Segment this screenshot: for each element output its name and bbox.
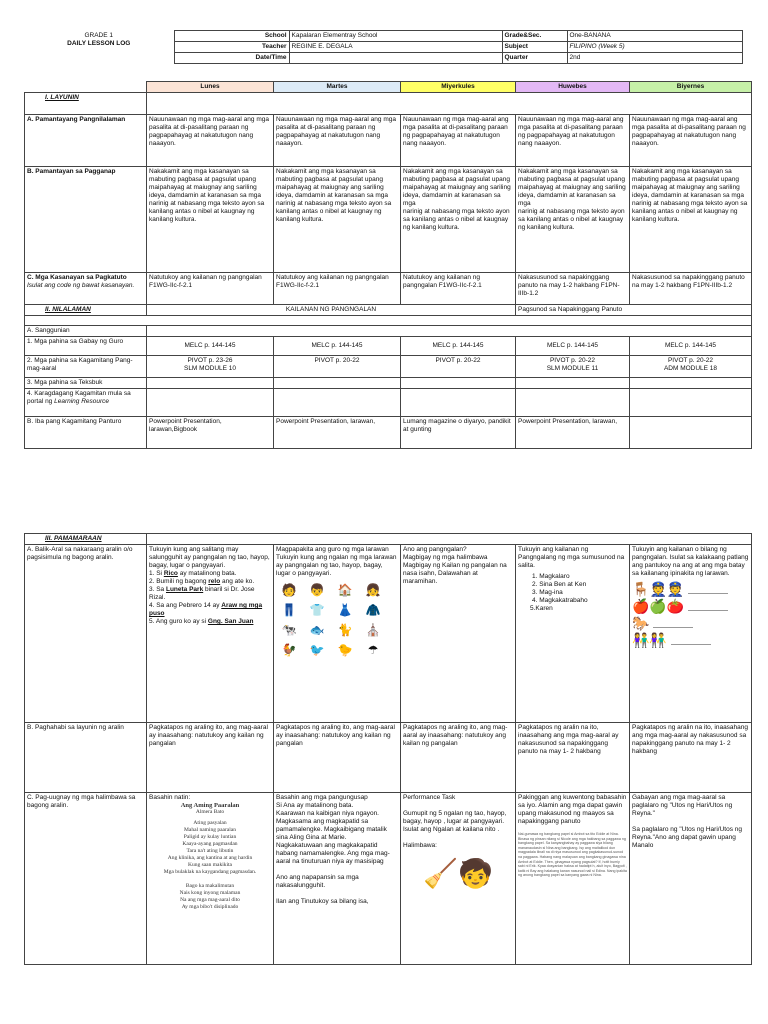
layunin-a-miyerkules: Nauunawaan ng mga mag-aaral ang mga pasalita at di-pasalitang paraan ng pagpapahayag at nakatutugon nang naaayon.: [401, 115, 516, 167]
children-image: 👮👮: [649, 581, 685, 597]
subject-label: Subject: [502, 42, 567, 53]
iba-lunes: Powerpoint Presentation, larawan,Bigbook: [147, 417, 274, 449]
paghahabi-lunes: Pagkatapos ng araling ito, ang mag-aaral ay inaasahang: natutukoy ang kailan ng pangalan: [147, 723, 274, 793]
gabay-label: 1. Mga pahina sa Gabay ng Guro: [25, 337, 147, 356]
kasanayan-label: C. Mga Kasanayan sa Pagkatuto: [27, 274, 127, 281]
person-image: 🧑: [281, 583, 297, 597]
pag-uugnay-martes: Basahin ang mga pangungusap Si Ana ay matalinong bata. Kaarawan na kaibigan niya ngayon. Magkasama ang magkapatid sa pamamalengke. Magkaibigang matalik sina Aling Gina at Marie. Nagkakatuwaan ang magkakapatid habang namamalengke. Ang mga mag-aaral na tinuturuan niya ay masisipag Ano ang napapansin sa mga nakasalungguhit. Ilan ang Tinutukoy sa bilang isa,: [274, 793, 401, 965]
section-layunin: I. LAYUNIN: [25, 93, 147, 115]
teacher-label: Teacher: [174, 42, 289, 53]
day-header-biyernes: Biyernes: [630, 82, 752, 93]
gabay-lunes: MELC p. 144-145: [147, 337, 274, 356]
lesson-table-1: [24, 81, 752, 449]
huwebes-list: [518, 573, 627, 605]
layunin-c-miyerkules: Natutukoy ang kailanan ng pangngalan F1WG-IIc-f-2.1: [401, 273, 516, 305]
list-item: [632, 598, 749, 615]
school-label: School: [174, 31, 289, 42]
day-header-miyerkules: Miyerkules: [401, 82, 516, 93]
horse-image: 🐎: [632, 615, 650, 631]
paghahabi-huwebes: Pagkatapos ng aralin na ito, inaasahang ang mga mag-aaral ay nakasusunod sa napakinggang panuto na may 1- 2 hakbang: [516, 723, 630, 793]
grade-sec-value: One-BANANA: [567, 31, 742, 42]
balik-aral-biyernes-text: Tukuyin ang kailanan o bilang ng pangngalan. Isulat sa kalakaang patlang ang pantukoy na ang at ang mga batay sa kailanang ipinakita ng larawan.: [632, 546, 749, 577]
pag-uugnay-lunes: [147, 793, 274, 965]
poem-author: Almera Bato: [195, 809, 225, 815]
iba-pang-kagamitan-label: B. Iba pang Kagamitang Panturo: [25, 417, 147, 449]
grade-label: GRADE 1: [84, 31, 114, 39]
lesson-table-2: [24, 533, 752, 965]
pag-uugnay-biyernes: Gabayan ang mga mag-aaral sa paglalaro ng "Utos ng Hari/Utos ng Reyna." Sa paglalaro ng "Utos ng Hari/Utos ng Reyna."Ano ang dapat gawin upang Manalo: [630, 793, 752, 965]
grade-title-cell: [24, 31, 174, 64]
church-image: ⛪: [365, 623, 381, 637]
pag-uugnay-huwebes: [516, 793, 630, 965]
kasanayan-label-cell: [25, 273, 147, 305]
kasanayan-sub: Isulat ang code ng bawat kasanayan.: [27, 282, 135, 289]
list-item: 4. Sa ang Pebrero 14 ay Araw ng mga puso: [149, 602, 263, 617]
picture-grid: [276, 581, 398, 659]
list-item: [632, 581, 749, 598]
kagamitang-label: 2. Mga pahina sa Kagamitang Pang-mag-aaral: [25, 356, 147, 378]
learning-resource-label: Learning Resource: [54, 398, 110, 405]
layunin-c-biyernes: Nakasusunod sa napakinggang panuto na may 1-2 hakbang F1PN-IIIb-1.2: [630, 273, 752, 305]
pag-uugnay-miyerkules: [401, 793, 516, 965]
performance-task-text: Performance Task Gumupit ng 5 ngalan ng tao, hayop, bagay, hayop , lugar at pangyayari. Isulat ang Ngalan at kailana nito . Halimbawa:: [403, 794, 507, 849]
section-pamamaraan: III. PAMAMARAAN: [25, 534, 147, 545]
bird-image: 🐦: [309, 643, 325, 657]
pamantayan-pagganap-label: B. Pamantayan sa Pagganap: [25, 167, 147, 273]
list-item: [632, 615, 749, 632]
girl-image: 👧: [365, 583, 381, 597]
list-item: [632, 632, 749, 649]
gabay-biyernes: MELC p. 144-145: [630, 337, 752, 356]
datetime-value: [289, 53, 502, 64]
people-image: 👫👫: [632, 632, 667, 648]
iba-martes: Powerpoint Presentation, larawan,: [274, 417, 401, 449]
header-table: [24, 30, 743, 64]
karagdagan-label: 4. Karagdagang Kagamitan mula sa portal ng: [27, 390, 131, 405]
poem-title: Ang Aming Paaralan: [180, 802, 240, 809]
story-text: Nai-gumawa ng bangkang papel si Ambot sa tito Eddie at Nina. Binasa ng pinsan nilang si Nicole ang mga hakbang sa paggawa ng bangkang papel. Sa kanyangbahay ay paggawa siya bilang mananaudasin si Nina ang bangkang. Isy ang maitalikod dun magpadala ilinali na di niya masusunod ang pagkakasunud-sunod na paggawa. Habang nang malayuan ang bangkang ginagawa nina Ambot at Eddie. Then, ginagawa nyang pagsulat? If, hotit bumiy sabi ni Erik. Kyaa dosyanian haksa at hadatipt h, aluit inyo, Bagyolt , katik ni Bay ang halakang kanan nasunod nail si Edina. Nang ipakita ng anong bangkang papel sa kanyang gawa ni Nina.: [518, 832, 627, 878]
kagamitang-huwebes: PIVOT p. 20-22 SLM MODULE 11: [516, 356, 630, 378]
worksheet-images: [632, 581, 749, 649]
list-item: 3. Mag-ina: [532, 589, 563, 596]
paghahabi-martes: Pagkatapos ng araling ito, ang mag-aaral ay inaasahang: natutukoy ang kailan ng pangalan: [274, 723, 401, 793]
log-title: DAILY LESSON LOG: [67, 39, 131, 47]
kagamitang-lunes: PIVOT p. 23-26 SLM MODULE 10: [147, 356, 274, 378]
day-header-huwebes: Huwebes: [516, 82, 630, 93]
balik-aral-martes-text: Magpapakita ang guro ng mga larawan Tukuyin kung ang ngalan ng mga larawan ay pangngalan ng tao, hayop, bagay, lugar o pangyayari.: [276, 546, 397, 577]
iba-miyerkules: Lumang magazine o diyaryo, pandikit at gunting: [401, 417, 516, 449]
list-item: 2. Sina Ben at Ken: [532, 581, 587, 588]
layunin-a-martes: Nauunawaan ng mga mag-aaral ang mga pasalita at di-pasalitang paraan ng pagpapahayag at nakatutugon nang naaayon.: [274, 115, 401, 167]
dress-image: 👗: [337, 603, 353, 617]
list-item: 2. Bumili ng bagong relo ang ate ko.: [149, 578, 255, 585]
chick-image: 🐤: [337, 643, 353, 657]
layunin-a-lunes: Nauunawaan ng mga mag-aaral ang mga pasalita at di-pasalitang paraan ng pagpapahayag at nakatutugon nang naaayon.: [147, 115, 274, 167]
basahin-label: Basahin natin:: [149, 794, 191, 801]
fish-image: 🐟: [309, 623, 325, 637]
layunin-c-martes: Natutukoy ang kailanan ng pangngalan F1WG-IIc-f-2.1: [274, 273, 401, 305]
layunin-c-huwebes: Nakasusunod sa napakinggang panuto na may 1-2 hakbang F1PN-IIIb-1.2: [516, 273, 630, 305]
layunin-b-huwebes: Nakakamit ang mga kasanayan sa mabuting pagbasa at pagsulat upang maipahayag at maiugnay ang sariling ideya, damdamin at karanasan sa mga narinig at nabasang mga teksto ayon sa kanilang antas o nibel at kaugnay ng kanilang kultura.: [516, 167, 630, 273]
layunin-b-lunes: Nakakamit ang mga kasanayan sa mabuting pagbasa at pagsulat upang maipahayag at maiugnay ang sariling ideya, damdamin at karanasan sa mga narinig at nabasang mga teksto ayon sa kanilang antas o nibel at kaugnay ng kanilang kultura.: [147, 167, 274, 273]
balik-aral-label: A. Balik-Aral sa nakaraang aralin o/o pagsisimula ng bagong aralin.: [25, 545, 147, 723]
fruits-image: 🍎🍏🍅: [632, 598, 685, 614]
subject-value: FILIPINO (Week 5): [567, 42, 742, 53]
shirt-image: 👕: [309, 603, 325, 617]
layunin-b-martes: Nakakamit ang mga kasanayan sa mabuting pagbasa at pagsulat upang maipahayag at maiugnay ang sariling ideya, damdamin at karanasan sa mga narinig at nabasang mga teksto ayon sa kanilang antas o nibel at kaugnay ng kanilang kultura.: [274, 167, 401, 273]
balik-aral-lunes-intro: Tukuyin kung ang salitang may salungguhit ay pangngalan ng tao, hayop, bagay, lugar o pangyayari.: [149, 546, 270, 569]
sanggunian-label: A. Sanggunian: [25, 326, 147, 337]
list-item: 4. Magkakatrabaho: [532, 597, 588, 604]
kagamitang-martes: PIVOT p. 20-22: [274, 356, 401, 378]
datetime-label: Date/Time: [174, 53, 289, 64]
quarter-value: 2nd: [567, 53, 742, 64]
rooster-image: 🐓: [281, 643, 297, 657]
day-header-martes: Martes: [274, 82, 401, 93]
grade-sec-label: Grade&Sec.: [502, 31, 567, 42]
kagamitang-biyernes: PIVOT p. 20-22 ADM MODULE 18: [630, 356, 752, 378]
umbrella-image: ☂: [367, 643, 379, 657]
gabay-martes: MELC p. 144-145: [274, 337, 401, 356]
layunin-b-biyernes: Nakakamit ang mga kasanayan sa mabuting pagbasa at pagsulat upang maipahayag at maiugnay ang sariling ideya, damdamin at karanasan sa mga narinig at nabasang mga teksto ayon sa kanilang antas o nibel at kaugnay ng kanilang kultura.: [630, 167, 752, 273]
list-item: 1. Si Rico ay matalinong bata.: [149, 570, 237, 577]
iba-huwebes: Powerpoint Presentation, larawan,: [516, 417, 630, 449]
teksbuk-label: 3. Mga pahina sa Teksbuk: [25, 378, 147, 389]
kagamitang-miyerkules: PIVOT p. 20-22: [401, 356, 516, 378]
list-item: 3. Sa Luneta Park binaril si Dr. Jose Rizal.: [149, 586, 255, 601]
paghahabi-biyernes: Pagkatapos ng aralin na ito, inaasahang ang mga mag-aaral ay nakasusunod sa napakinggang panuto na may 1- 2 hakbang: [630, 723, 752, 793]
balik-aral-martes: [274, 545, 401, 723]
list-item: 1. Magkalaro: [532, 573, 570, 580]
day-header-lunes: Lunes: [147, 82, 274, 93]
nilalaman-pagsunod: Pagsunod sa Napakinggang Panuto: [516, 305, 752, 316]
balik-aral-huwebes-intro: Tukuyin ang kailanan ng Pangngalang ng mga sumusunod na salita.: [518, 546, 625, 569]
balik-aral-lunes: [147, 545, 274, 723]
list-item: 5.Karen: [530, 605, 553, 612]
layunin-b-miyerkules: Nakakamit ang mga kasanayan sa mabuting pagbasa at pagsulat upang maipahayag at maiugnay ang sariling ideya, damdamin at karanasan sa mga narinig at nabasang mga teksto ayon sa kanilang antas o nibel at kaugnay ng kanilang kultura.: [401, 167, 516, 273]
poem-body: Ating pasyalan Mahal naming paaralan Paligid ay kulay luntian Kaaya-ayang pagmasdan Tara na't ating libutin Ang klinika, ang kantina at ang hardin Kung saan makikita Mga bulaklak na kaygandang pagmasdan. Bago ka makalimutan Nais kong inyong malaman Na ang mga mag-aaral dito Ay mga bibo't disiplinado: [163, 820, 257, 910]
animal-image: 🐄: [281, 623, 297, 637]
gabay-huwebes: MELC p. 144-145: [516, 337, 630, 356]
pants-image: 👖: [281, 603, 297, 617]
nilalaman-kailanan: KAILANAN NG PANGNGALAN: [147, 305, 516, 316]
school-value: Kapalaran Elementray School: [289, 31, 502, 42]
list-item: 5. Ang guro ko ay si Gng. San Juan: [149, 618, 254, 625]
quarter-label: Quarter: [502, 53, 567, 64]
karagdagan-label-cell: [25, 389, 147, 417]
pag-uugnay-label: C. Pag-uugnay ng mga halimbawa sa bagong aralin.: [25, 793, 147, 965]
kids-cleaning-image: 🧹🧒: [423, 858, 493, 889]
house-image: 🏠: [337, 583, 353, 597]
balik-aral-huwebes: [516, 545, 630, 723]
section-nilalaman: II. NILALAMAN: [25, 305, 147, 316]
pamantayang-pangnilalaman-label: A. Pamantayang Pangnilalaman: [25, 115, 147, 167]
layunin-a-biyernes: Nauunawaan ng mga mag-aaral ang mga pasalita at di-pasalitang paraan ng pagpapahayag at nakatutugon nang naaayon.: [630, 115, 752, 167]
pag-uugnay-huwebes-text: Pakinggan ang kuwentong babasahin sa iyo. Alamin ang mga dapat gawin upang makasunod ng maayos sa napakinggang panuto: [518, 794, 627, 825]
boy-image: 👦: [309, 583, 325, 597]
layunin-a-huwebes: Nauunawaan ng mga mag-aaral ang mga pasalita at di-pasalitang paraan ng pagpapahayag at nakatutugon nang naaayon.: [516, 115, 630, 167]
paghahabi-miyerkules: Pagkatapos ng araling ito, ang mag-aaral ay inaasahang: natutukoy ang kailan ng pangalan: [401, 723, 516, 793]
paghahabi-label: B. Paghahabi sa layunin ng aralin: [25, 723, 147, 793]
layunin-c-lunes: Natutukoy ang kailanan ng pangngalan F1WG-IIc-f-2.1: [147, 273, 274, 305]
gabay-miyerkules: MELC p. 144-145: [401, 337, 516, 356]
desk-image: 🪑: [632, 581, 650, 597]
balik-aral-miyerkules: Ano ang pangngalan? Magbigay ng mga halimbawa Magbigay ng Kailan ng pangalan na nasa isahn, Dalawahan at maramihan.: [401, 545, 516, 723]
balik-aral-biyernes: [630, 545, 752, 723]
teacher-value: REGINE E. DEGALA: [289, 42, 502, 53]
cat-image: 🐈: [337, 623, 353, 637]
coat-image: 🧥: [365, 603, 381, 617]
